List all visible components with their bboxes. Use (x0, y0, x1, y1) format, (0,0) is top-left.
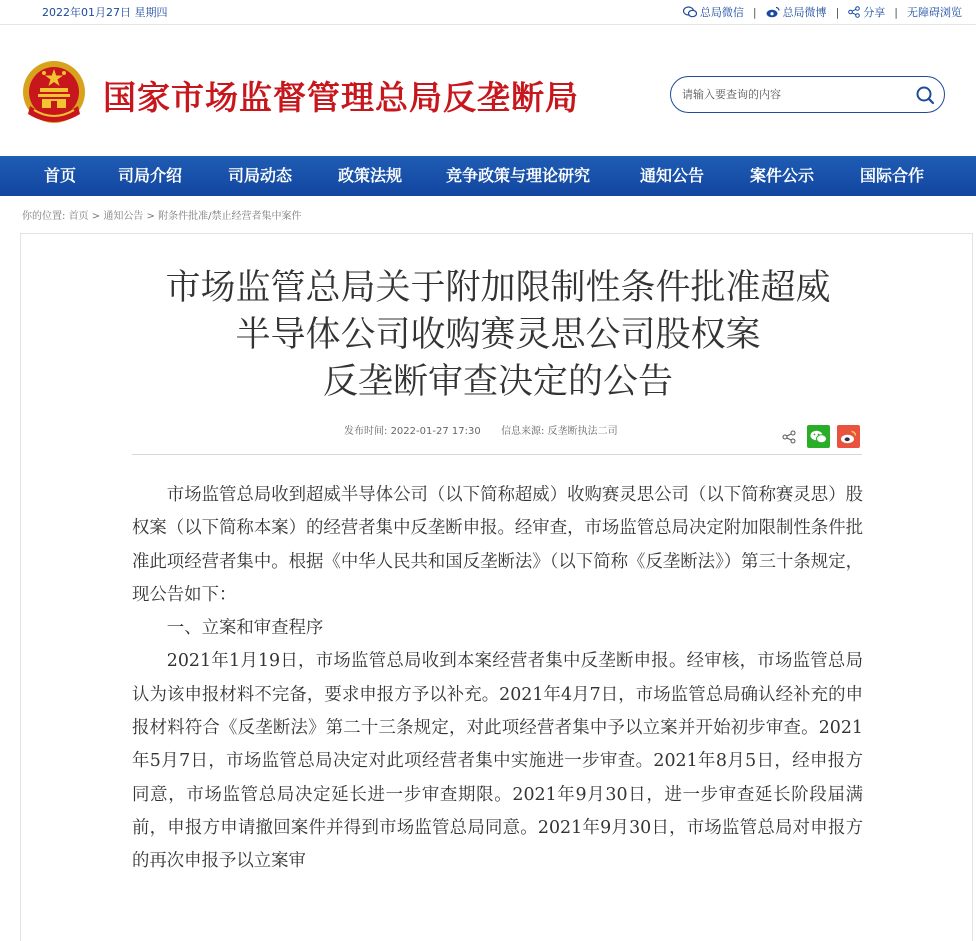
source-label: 信息来源: (501, 426, 545, 437)
article-title-line: 市场监管总局关于附加限制性条件批准超威 (165, 268, 831, 308)
share-icon (782, 430, 796, 444)
nav-item-research[interactable]: 竞争政策与理论研究 (446, 166, 591, 185)
wechat-icon (810, 430, 827, 444)
current-date: 2022年01月27日 星期四 (42, 6, 168, 19)
wechat-icon (683, 6, 697, 18)
national-emblem-icon[interactable] (20, 58, 88, 128)
share-button[interactable] (777, 425, 800, 448)
accessibility-link[interactable] (907, 4, 962, 20)
article-title-line: 反垄断审查决定的公告 (322, 362, 673, 402)
search-icon[interactable] (914, 84, 936, 106)
wechat-link-label: 总局微信 (699, 6, 744, 19)
article-paragraph: 市场监管总局收到超威半导体公司（以下简称超威）收购赛灵思公司（以下简称赛灵思）股权案（以下简称本案）的经营者集中反垄断申报。经审查，市场监管总局决定附加限制性条件批准此项经营者集中。根据《中华人民共和国反垄断法》（以下简称《反垄断法》）第三十条规定，现公告如下： (132, 485, 863, 605)
article-paragraph: 2021年1月19日，市场监管总局收到本案经营者集中反垄断申报。经审核，市场监管总局认为该申报材料不完备，要求申报方予以补充。2021年4月7日，市场监管总局确认经补充的申报材料符合《反垄断法》第二十三条规定，对此项经营者集中予以立案并开始初步审查。2021年5月7日，市场监管总局决定对此项经营者集中实施进一步审查。2021年8月5日，经申报方同意，市场监管总局决定延长进一步审查期限。2021年9月30日，进一步审查延长阶段届满前，申报方申请撤回案件并得到市场监管总局同意。2021年9月30日，市场监管总局对申报方的再次申报予以立案审 (132, 651, 863, 872)
breadcrumb-item[interactable]: 附条件批准/禁止经营者集中案件 (158, 211, 302, 222)
top-utility-bar (0, 0, 976, 25)
separator: | (752, 5, 757, 19)
share-bar (777, 425, 860, 448)
breadcrumb-label: 你的位置: (22, 211, 66, 222)
nav-item-home[interactable]: 首页 (44, 166, 77, 185)
share-link-label: 分享 (863, 6, 886, 19)
breadcrumb-item[interactable]: 首页 (68, 211, 89, 222)
nav-item-about[interactable]: 司局介绍 (118, 166, 183, 185)
nav-item-notices[interactable]: 通知公告 (640, 166, 705, 185)
wechat-share-button[interactable] (807, 425, 830, 448)
publish-time-label: 发布时间: (344, 426, 388, 437)
breadcrumb-separator: > (146, 211, 155, 222)
breadcrumb-separator: > (91, 211, 101, 222)
article-divider (132, 454, 862, 455)
search-input[interactable] (682, 85, 907, 103)
article-title (20, 265, 976, 406)
weibo-icon (766, 6, 780, 18)
search-box (670, 76, 945, 113)
site-title[interactable]: 国家市场监督管理总局反垄断局 (103, 78, 579, 117)
nav-item-policy[interactable]: 政策法规 (338, 166, 403, 185)
weibo-share-button[interactable] (837, 425, 860, 448)
separator: | (894, 5, 898, 19)
top-links (683, 4, 962, 20)
site-header (0, 25, 976, 156)
main-nav (0, 156, 976, 196)
weibo-link-label: 总局微博 (782, 6, 827, 19)
nav-item-international[interactable]: 国际合作 (860, 166, 925, 185)
article-meta (344, 422, 618, 437)
wechat-link[interactable] (683, 4, 744, 20)
separator: | (835, 5, 840, 19)
publish-time: 2022-01-27 17:30 (390, 426, 481, 437)
section-heading: 一、立案和审查程序 (166, 618, 324, 639)
nav-item-cases[interactable]: 案件公示 (750, 166, 815, 185)
weibo-link[interactable] (766, 4, 827, 20)
share-link[interactable] (848, 4, 885, 20)
source: 反垄断执法二司 (547, 426, 618, 437)
article-body (132, 479, 863, 879)
breadcrumb-item[interactable]: 通知公告 (103, 211, 144, 222)
article-title-line: 半导体公司收购赛灵思公司股权案 (235, 315, 761, 355)
accessibility-link-label: 无障碍浏览 (907, 6, 962, 19)
share-icon (848, 6, 860, 18)
nav-item-news[interactable]: 司局动态 (228, 166, 293, 185)
weibo-icon (840, 430, 857, 444)
breadcrumb (22, 207, 301, 222)
